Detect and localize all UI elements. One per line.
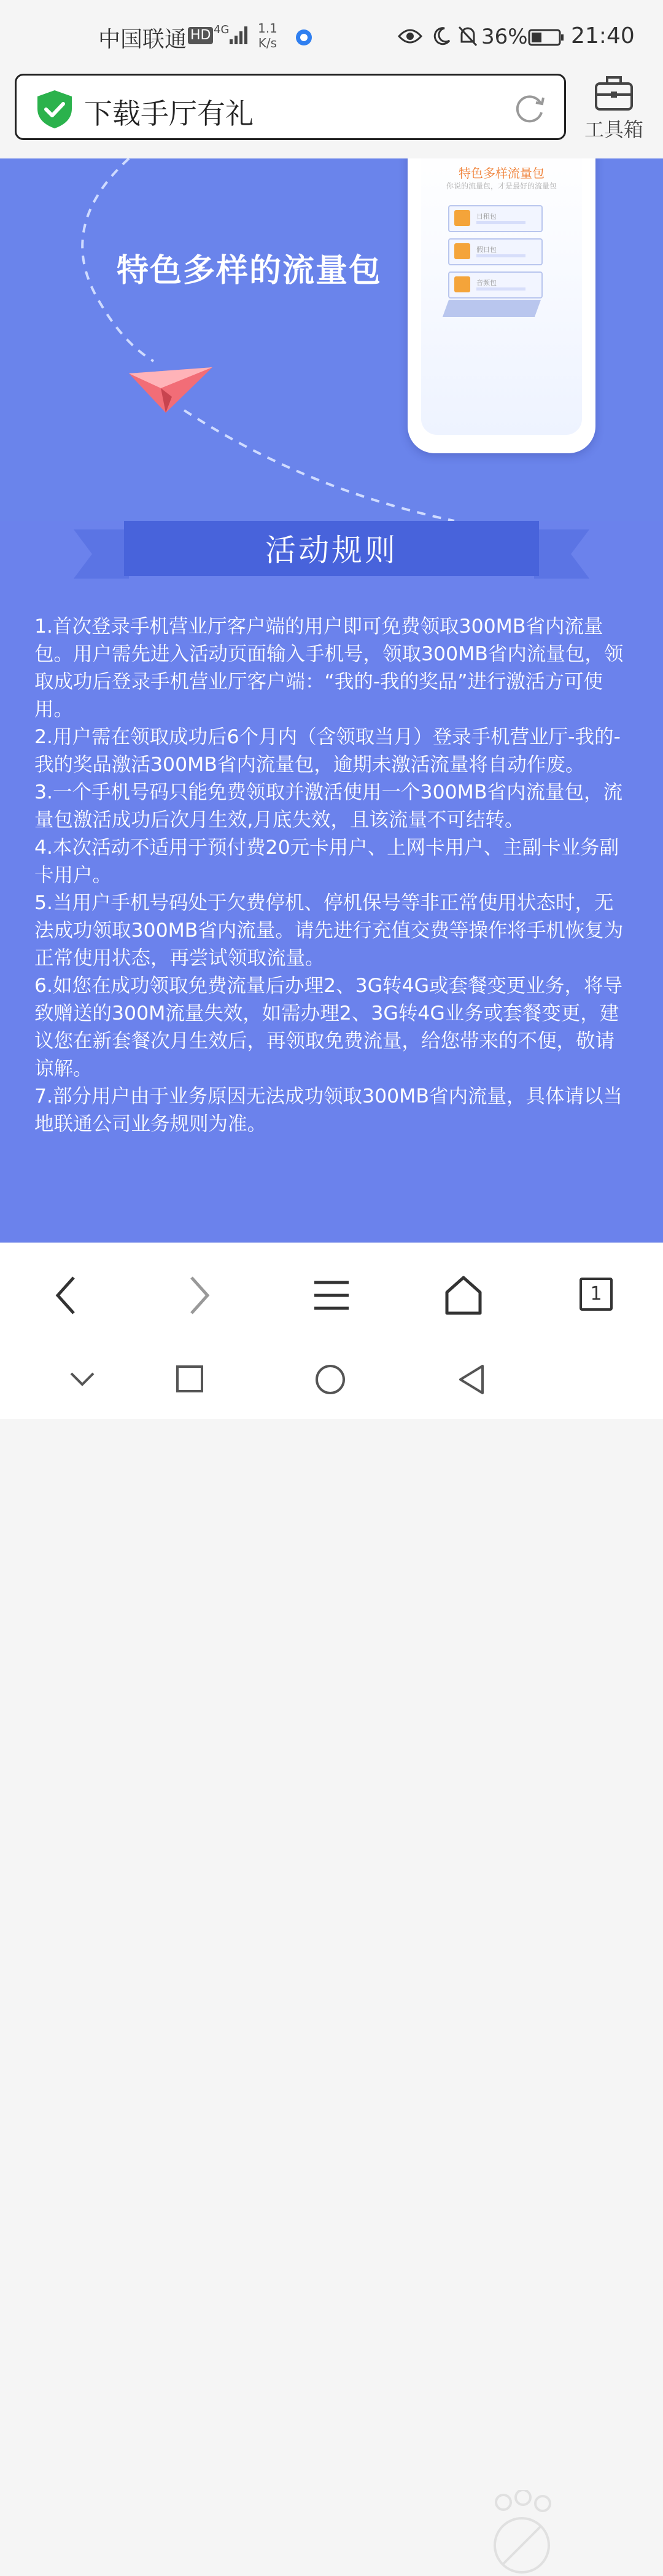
carrier-name: 中国联通 [98, 27, 187, 52]
phone-card [448, 238, 543, 265]
recents-icon[interactable] [176, 1365, 204, 1393]
rule-item: 1.首次登录手机营业厅客户端的用户即可免费领取300MB省内流量包。用户需先进入活动页面输入手机号，领取300MB省内流量包，领取成功后登录手机营业厅客户端：“我的-我的奖品”进行激活方可使用。 [34, 615, 624, 720]
eye-comfort-icon [398, 27, 422, 45]
home-circle-icon[interactable] [314, 1364, 346, 1395]
toolbox-button[interactable] [577, 74, 651, 147]
phone-card-label: 日租包 [476, 213, 497, 221]
reload-icon[interactable] [511, 90, 547, 126]
toolbox-label: 工具箱 [584, 118, 643, 141]
phone-illustration [408, 158, 595, 453]
network-speed [258, 21, 277, 50]
play-icon [454, 276, 470, 292]
phone-card [448, 205, 543, 232]
system-navigation-bar [0, 1351, 663, 1419]
hero-banner [0, 158, 663, 521]
phone-card-bar [476, 221, 525, 224]
shield-check-icon [35, 89, 74, 130]
moon-icon [431, 26, 452, 47]
laptop-illustration [443, 300, 541, 317]
rule-item: 7.部分用户由于业务原因无法成功领取300MB省内流量，具体请以当地联通公司业务规则为准。 [34, 1085, 622, 1135]
tab-count-button[interactable]: 1 [580, 1278, 613, 1311]
bell-muted-icon [457, 25, 479, 48]
battery-icon [528, 28, 565, 47]
speed-value: 1.1 [258, 21, 277, 36]
phone-card-bar [476, 254, 525, 257]
phone-card-label: 假日包 [476, 246, 497, 254]
signal-icon [228, 25, 250, 45]
phone-title: 特色多样流量包 [459, 166, 545, 181]
battery-percent: 36% [481, 25, 528, 49]
phone-card [448, 271, 543, 299]
browser-toolbar [0, 1243, 663, 1351]
toolbox-icon [594, 74, 634, 112]
home-icon[interactable] [443, 1274, 484, 1317]
rule-item: 3.一个手机号码只能免费领取并激活使用一个300MB省内流量包，流量包激活成功后次月生效,月底失效，且该流量不可结转。 [34, 781, 622, 831]
rule-item: 5.当用户手机号码处于欠费停机、停机保号等非正常使用状态时，无法成功领取300MB省内流量。请先进行充值交费等操作将手机恢复为正常使用状态，再尝试领取流量。 [34, 892, 624, 969]
phone-screen [421, 158, 582, 435]
menu-icon[interactable] [313, 1274, 350, 1317]
rules-list [34, 613, 630, 1138]
forward-icon[interactable] [184, 1274, 215, 1317]
status-bar [0, 0, 663, 72]
address-bar[interactable] [15, 74, 566, 140]
network-type: 4G [214, 23, 230, 36]
speed-unit: K/s [258, 36, 277, 50]
rule-item: 4.本次活动不适用于预付费20元卡用户、上网卡用户、主副卡业务副卡用户。 [34, 837, 619, 886]
back-triangle-icon[interactable] [458, 1364, 485, 1395]
phone-card-label: 音频包 [476, 279, 497, 287]
back-icon[interactable] [50, 1274, 81, 1317]
browser-notification-icon [293, 27, 314, 48]
rules-heading: 活动规则 [265, 533, 398, 568]
paw-watermark-icon [485, 2490, 559, 2576]
paper-plane-icon [129, 361, 215, 423]
phone-subtitle: 你说的流量包，才是最好的流量包 [446, 182, 557, 190]
chevron-down-icon[interactable] [69, 1370, 96, 1388]
rule-item: 6.如您在成功领取免费流量后办理2、3G转4G或套餐变更业务，将导致赠送的300M流量失效，如需办理2、3G转4G业务或套餐变更，建议您在新套餐次月生效后，再领取免费流量，给您带来的不便，敬请谅解。 [34, 975, 622, 1080]
hero-title: 特色多样的流量包 [117, 252, 382, 289]
rule-item: 2.用户需在领取成功后6个月内（含领取当月）登录手机营业厅-我的-我的奖品激活300MB省内流量包，逾期未激活流量将自动作废。 [34, 726, 621, 776]
clock: 21:40 [571, 23, 635, 49]
hd-badge: HD [188, 27, 213, 44]
page-title: 下载手厅有礼 [84, 97, 254, 130]
calendar-icon [454, 210, 470, 226]
wifi-icon [454, 243, 470, 259]
phone-card-bar [476, 287, 525, 291]
page-content [0, 158, 663, 1243]
